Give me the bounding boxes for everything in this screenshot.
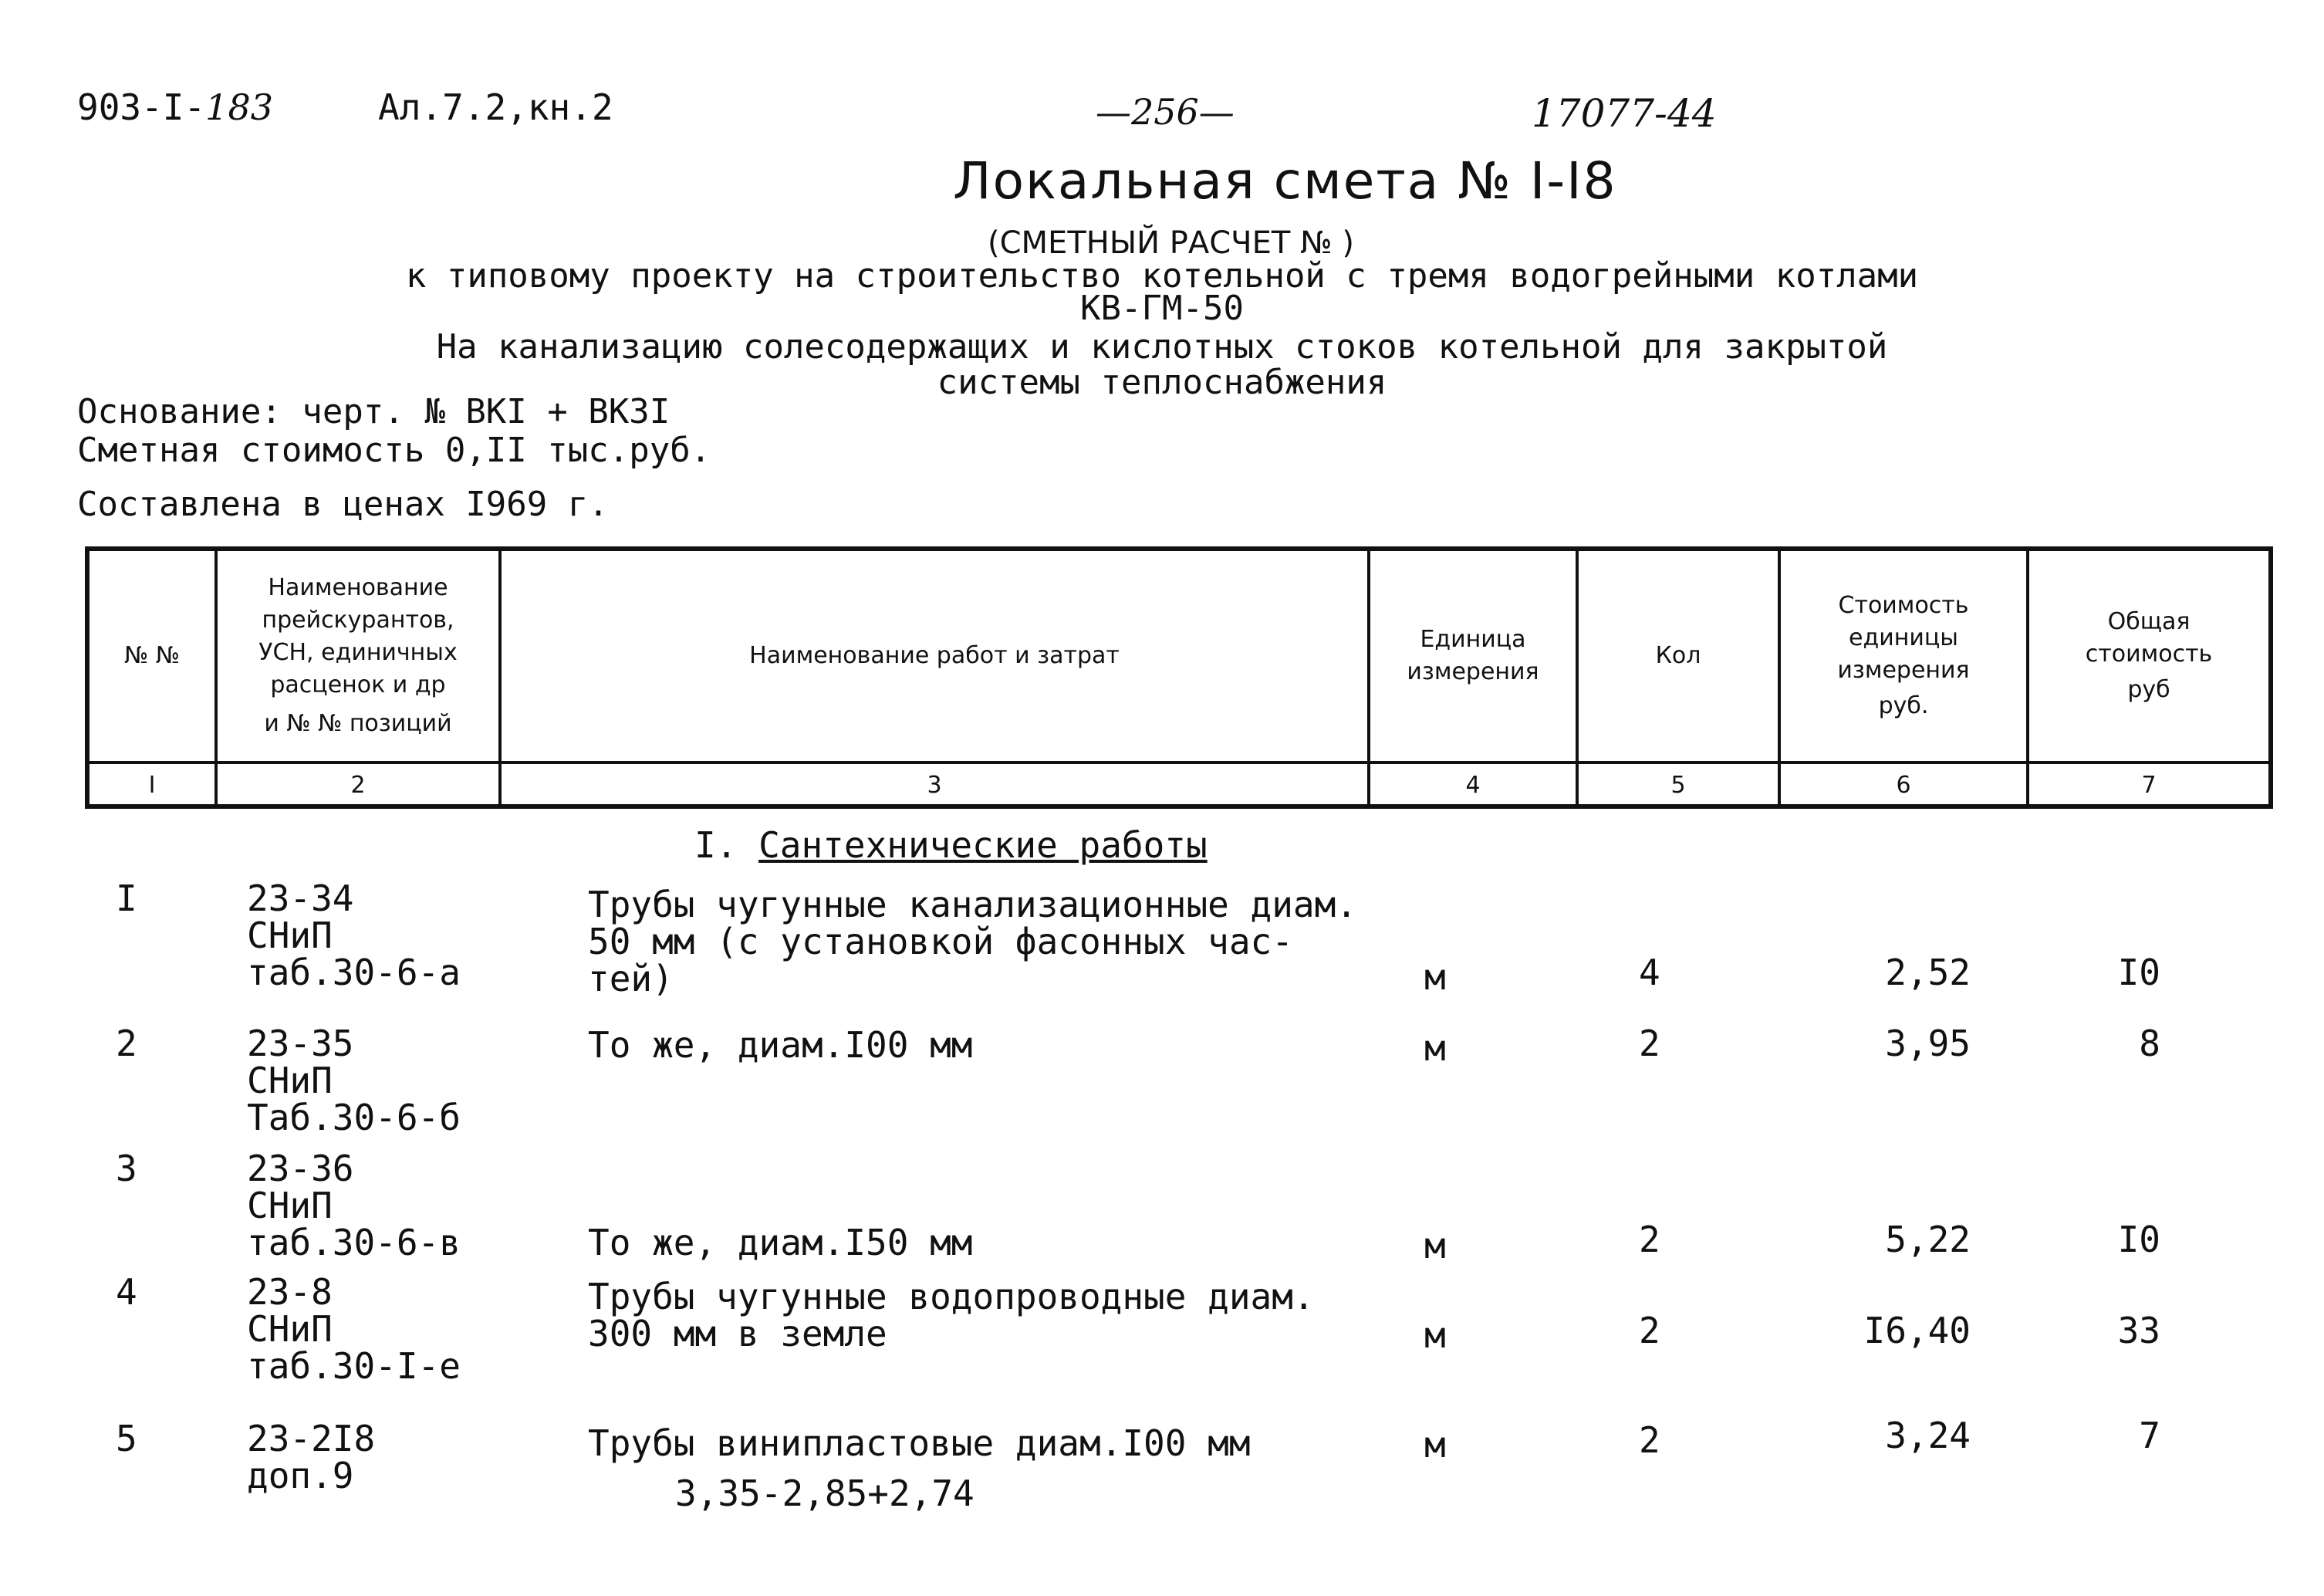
header-col-unit: Единица измерения xyxy=(1407,626,1539,685)
col-number-3: 3 xyxy=(927,771,942,799)
header-col-name: Наименование работ и затрат xyxy=(749,642,1120,669)
row-unit: м xyxy=(1424,1027,1446,1069)
project-line-2: КВ-ГМ-50 xyxy=(1080,289,1244,328)
row-number: 4 xyxy=(116,1271,137,1313)
section-title: I. Сантехнические работы xyxy=(694,824,1208,866)
row-unit-price: I6,40 xyxy=(1863,1310,1971,1351)
row-quantity: 2 xyxy=(1639,1419,1660,1461)
row-total: 7 xyxy=(2139,1415,2160,1456)
row-unit: м xyxy=(1424,956,1446,998)
col-number-6: 6 xyxy=(1896,771,1911,799)
row-unit: м xyxy=(1424,1314,1446,1356)
row-name: Трубы чугунные водопроводные диам. 300 мм в земле xyxy=(588,1276,1315,1354)
row-total: I0 xyxy=(2117,952,2160,993)
row-name: То же, диам.I00 мм xyxy=(588,1024,973,1066)
purpose-line-1: На канализацию солесодержащих и кислотных стоков котельной для закрытой xyxy=(436,327,1888,367)
row-code: 23-2I8 доп.9 xyxy=(247,1418,376,1496)
row-code: 23-35 СНиП Таб.30-6-б xyxy=(247,1023,461,1138)
row-name: Трубы чугунные канализационные диам. 50 мм (с установкой фасонных час- тей) xyxy=(588,884,1357,999)
row-quantity: 2 xyxy=(1639,1219,1660,1260)
page-title: Локальная смета № I-I8 xyxy=(953,151,1617,211)
header-col-quantity: Кол xyxy=(1655,642,1701,669)
row-unit: м xyxy=(1424,1225,1446,1266)
row-code: 23-36 СНиП таб.30-6-в xyxy=(247,1148,461,1263)
row-quantity: 2 xyxy=(1639,1310,1660,1351)
row-number: 5 xyxy=(116,1418,137,1459)
row-unit-price: 2,52 xyxy=(1885,952,1971,993)
row-unit-price: 5,22 xyxy=(1885,1219,1971,1260)
header-col-number: № № xyxy=(124,642,180,669)
row-unit-price: 3,24 xyxy=(1885,1415,1971,1456)
album-reference: Ал.7.2,кн.2 xyxy=(378,86,613,128)
prices-year-text: Составлена в ценах I969 г. xyxy=(77,485,609,524)
row-total: 8 xyxy=(2139,1023,2160,1064)
header-col-code: Наименование прейскурантов, УСН, единичных расценок и др и № № позиций xyxy=(258,574,458,737)
row-unit-price: 3,95 xyxy=(1885,1023,1971,1064)
row-number: 3 xyxy=(116,1148,137,1189)
document-code: 903-I-183 xyxy=(77,86,273,128)
row-number: 2 xyxy=(116,1023,137,1064)
row-code: 23-8 СНиП таб.30-I-е xyxy=(247,1271,461,1387)
row-name: Трубы винипластовые диам.I00 мм xyxy=(588,1422,1251,1464)
header-col-unit-cost: Стоимость единицы измерения руб. xyxy=(1837,592,1970,719)
col-number-1: I xyxy=(148,771,156,799)
price-formula: 3,35-2,85+2,74 xyxy=(675,1473,975,1514)
col-number-2: 2 xyxy=(350,771,366,799)
row-number: I xyxy=(116,877,137,919)
page-number: —256— xyxy=(1096,91,1235,133)
col-number-5: 5 xyxy=(1670,771,1686,799)
row-total: 33 xyxy=(2117,1310,2160,1351)
row-total: I0 xyxy=(2117,1219,2160,1260)
row-code: 23-34 СНиП таб.30-6-а xyxy=(247,877,461,993)
row-quantity: 2 xyxy=(1639,1023,1660,1064)
basis-text: Основание: черт. № ВКI + ВК3I xyxy=(77,392,671,431)
inventory-number: 17077-44 xyxy=(1532,91,1717,136)
header-col-total-cost: Общая стоимость руб xyxy=(2085,608,2213,703)
row-name: То же, диам.I50 мм xyxy=(588,1222,973,1263)
estimate-table-header xyxy=(85,546,2273,809)
estimated-cost-text: Сметная стоимость 0,II тыс.руб. xyxy=(77,431,711,470)
row-quantity: 4 xyxy=(1639,952,1660,993)
page-subtitle: (СМЕТНЫЙ РАСЧЕТ № ) xyxy=(988,225,1354,261)
document-code-handwritten: 183 xyxy=(205,86,273,128)
project-line-1: к типовому проекту на строительство котельной с тремя водогрейными котлами xyxy=(405,256,1919,296)
col-number-7: 7 xyxy=(2141,771,2157,799)
row-unit: м xyxy=(1424,1424,1446,1466)
purpose-line-2: системы теплоснабжения xyxy=(937,363,1387,402)
col-number-4: 4 xyxy=(1465,771,1481,799)
